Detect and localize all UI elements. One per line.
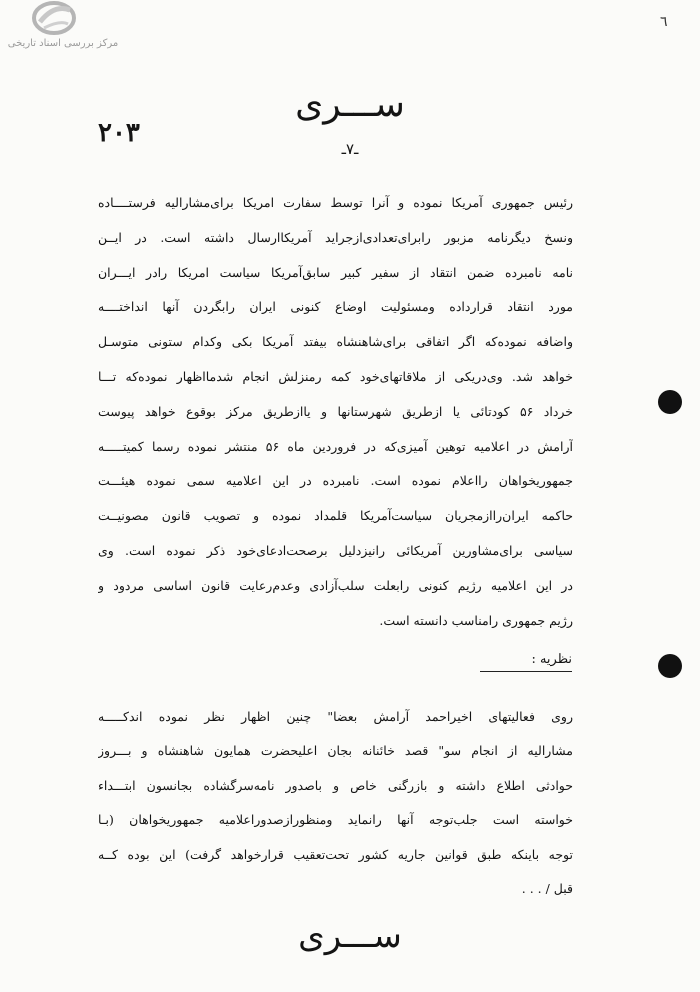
report-paragraph (98, 186, 573, 638)
sub-page-number: ـ٧ـ (341, 140, 359, 158)
text-line: مشارالیه از انجام سو" قصد خائنانه بجان اعلیحضرت همایون شاهنشاه و بـــروز (98, 743, 573, 759)
archive-watermark (2, 0, 122, 56)
text-line: جمهوریخواهان رااعلام نموده است. نامبرده در این اعلامیه سمی نموده هیئـــت (98, 473, 573, 489)
page-number: ٢٠٣ (98, 118, 140, 148)
text-line: ونسخ دیگرنامه مزبور رابرای‌تعدادی‌ازجراید آمریکاارسال داشته است. در ایــن (98, 229, 573, 245)
text-line: روی فعالیتهای اخیراحمد آرامش بعضا" چنین اظهار نظر نموده اندکـــــه (98, 709, 573, 724)
opinion-heading: نظریه : (480, 652, 572, 672)
text-line: توجه باینکه طبق قوانین جاریه کشور تحت‌تعقیب قرارخواهد گرفت) این بوده کــه (98, 846, 573, 862)
corner-mark: ٦ (660, 14, 668, 30)
text-line: مورد انتقاد قرارداده ومسئولیت اوضاع کنونی ایران رابگردن آنها انداختــــه (98, 299, 573, 315)
text-line: واضافه نموده‌که اگر اتفاقی برای‌شاهنشاه بیفتد آمریکا بکی وکدام ستونی متوسـل (98, 334, 573, 350)
text-line: رژیم جمهوری رامناسب دانسته است. (379, 612, 573, 628)
text-line: در این اعلامیه رژیم کنونی رابعلت سلب‌آزادی وعدم‌رعایت قانون اساسی مردود و (98, 577, 573, 593)
text-line: نامه نامبرده ضمن انتقاد از سفیر کبیر سابق‌آمریکا سیاست امریکا رادر ایـــران (98, 264, 573, 280)
watermark-text: مرکز بررسی اسناد تاریخی (7, 38, 119, 49)
text-line: حوادثی اطلاع داشته و بازرگنی خاص و باصدور نامه‌سرگشاده بجانسون ابتـــداء (98, 777, 573, 793)
punch-hole (658, 654, 682, 678)
text-line: خواسته است جلب‌توجه آنها رانماید ومنظورازصدوراعلامیه جمهوریخواهان (بـا (98, 812, 573, 828)
text-line: آرامش در اعلامیه توهین آمیزی‌که در فروردین ماه ۵۶ منتشر نموده رسما کمیتـــــه (98, 438, 573, 454)
opinion-paragraph (98, 700, 573, 906)
text-line: سیاسی برای‌مشاورین آمریکائی رانیزدلیل برصحت‌ادعای‌خود ذکر نموده است. وی (98, 542, 573, 558)
punch-hole (658, 390, 682, 414)
text-line: رئیس جمهوری آمریکا نموده و آنرا توسط سفارت امریکا برای‌مشارالیه فرستــــاده (98, 195, 573, 210)
text-line: حاکمه ایران‌راازمجریان سیاست‌آمریکا قلمداد نموده و تصویب قانون مصونیــت (98, 508, 573, 524)
text-line: خرداد ۵۶ کودتائی یا ازطریق شهرستانها و یاازطریق مرکز بوقوع خواهد پیوست (98, 403, 573, 419)
classification-title: ســـری (295, 84, 405, 125)
classification-footer: ســـری (298, 916, 402, 956)
archive-logo-icon (30, 0, 78, 36)
text-line: خواهد شد. وی‌دریکی از ملاقاتهای‌خود کمه رمنزلش انجام شدمااظهار نموده‌که تـــا (98, 368, 573, 384)
continuation-line: قبل / . . . (521, 880, 573, 896)
